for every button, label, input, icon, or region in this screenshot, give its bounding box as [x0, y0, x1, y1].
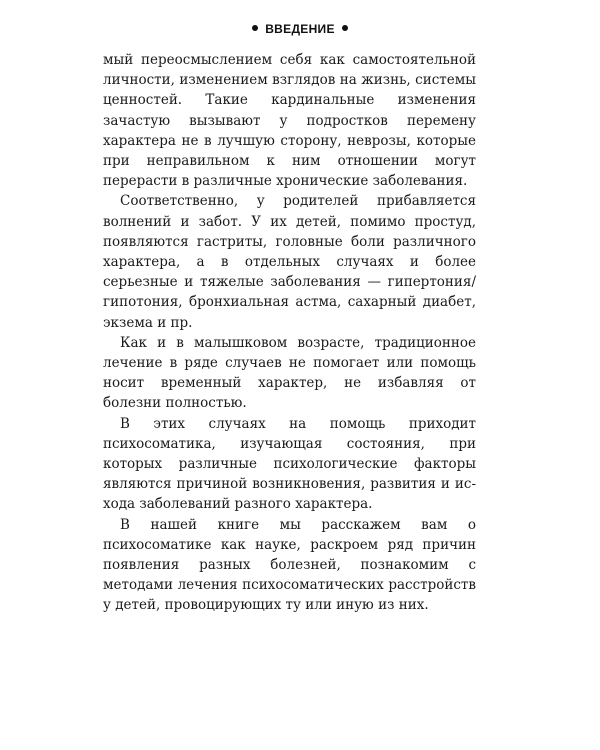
paragraph: Соответственно, у родителей прибавляется волнений и забот. У их детей, помимо простуд, появляются гастриты, головные боли различного характера, а в отдельных случаях и более серьезные и тяжелые заболевания — гипертония/гипотония, бронхиальная астма, сахарный диабет, экзема и пр.: [103, 193, 476, 331]
left-bullet-icon: [252, 25, 258, 31]
paragraph: В этих случаях на помощь приходит психосоматика, изучающая состояния, при которых различные психологические факторы являются причиной возникновения, развития и исхода заболеваний разного характера.: [103, 415, 476, 513]
right-bullet-icon: [342, 25, 348, 31]
paragraph: В нашей книге мы расскажем вам о психосоматике как науке, раскроем ряд причин появления разных болезней, познакомим с методами лечения психосоматических расстройств у детей, провоцирующих ту или иную из них.: [103, 516, 476, 614]
running-header: [0, 21, 600, 36]
paragraph-continued: мый переосмыслением себя как самостоятельной личности, изменением взглядов на жизнь, системы ценностей. Такие кардинальные изменения зачастую вызывают у подростков перемену характера не в лучшую сторону, неврозы, которые при неправильном к ним отношении могут перерасти в различные хронические заболевания.: [103, 52, 476, 190]
chapter-title: ВВЕДЕНИЕ: [265, 21, 335, 36]
paragraph: Как и в малышковом возрасте, традиционное лечение в ряде случаев не помогает или помощь носит временный характер, не избавляя от болезни полностью.: [103, 334, 476, 412]
body-text: [103, 50, 476, 616]
